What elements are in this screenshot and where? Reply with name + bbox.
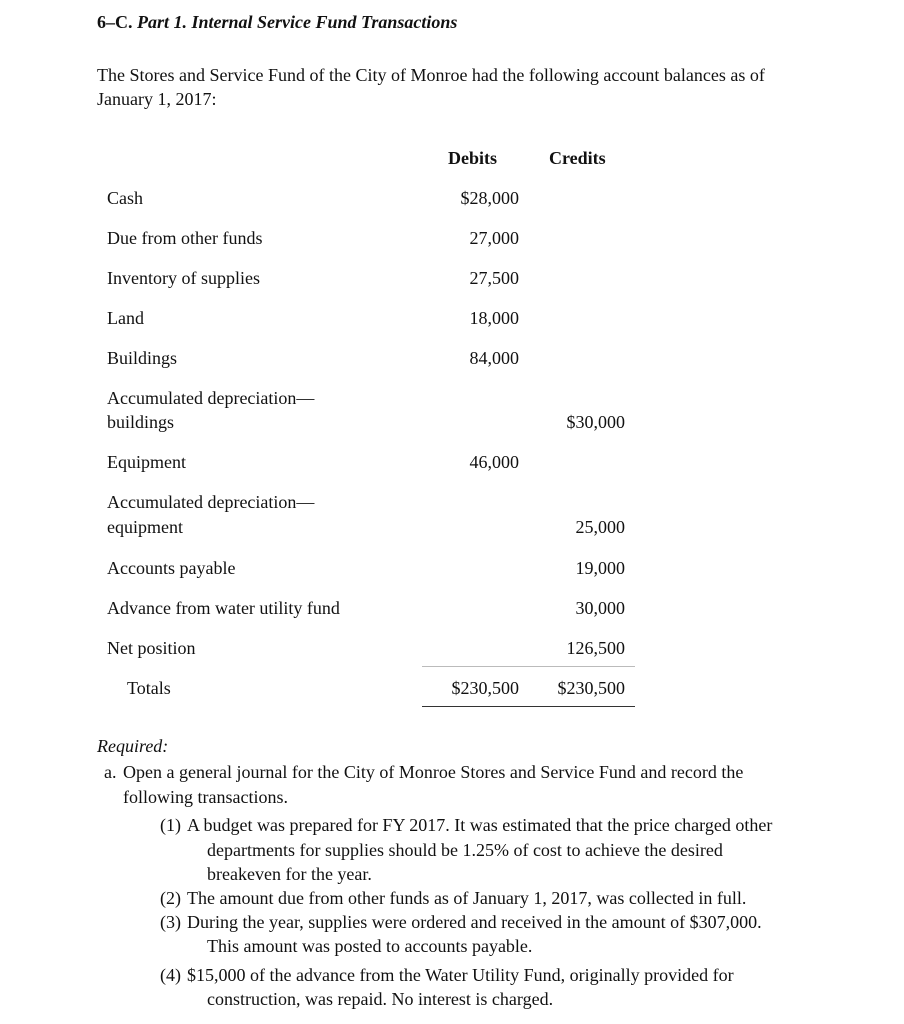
account-label: Equipment — [107, 452, 186, 472]
totals-debit: $230,500 — [451, 678, 519, 698]
transaction-line: departments for supplies should be 1.25% of cost to achieve the desired — [207, 840, 723, 860]
transaction-line: construction, was repaid. No interest is charged. — [207, 989, 554, 1009]
account-label: Advance from water utility fund — [107, 598, 340, 618]
item-a-line: Open a general journal for the City of Monroe Stores and Service Fund and record the — [123, 762, 744, 782]
transaction-line: During the year, supplies were ordered and received in the amount of $307,000. — [187, 912, 762, 932]
account-label: Buildings — [107, 348, 178, 368]
account-label: Accumulated depreciation— — [107, 388, 315, 408]
transaction-line: $15,000 of the advance from the Water Utility Fund, originally provided for — [187, 965, 734, 985]
debit-amount: $28,000 — [460, 188, 519, 208]
intro-line: January 1, 2017: — [97, 89, 217, 109]
account-label: Accumulated depreciation— — [107, 492, 315, 512]
transaction-line: breakeven for the year. — [207, 864, 372, 884]
credit-amount: $30,000 — [566, 412, 625, 432]
credits-header: Credits — [549, 148, 606, 168]
credit-amount: 19,000 — [575, 558, 625, 578]
transaction-line: A budget was prepared for FY 2017. It was estimated that the price charged other — [187, 815, 773, 835]
item-a-marker: a. — [104, 762, 117, 782]
transaction-marker: (3) — [160, 912, 181, 932]
totals-label: Totals — [127, 678, 171, 698]
transaction-line: This amount was posted to accounts payable. — [207, 936, 533, 956]
transaction-marker: (2) — [160, 888, 181, 908]
credit-amount: 126,500 — [566, 638, 625, 658]
transaction-marker: (4) — [160, 965, 181, 985]
problem-title — [97, 11, 457, 33]
debit-amount: 27,500 — [469, 268, 519, 288]
debits-header: Debits — [448, 148, 497, 168]
intro-line: The Stores and Service Fund of the City of Monroe had the following account balances as of — [97, 65, 765, 85]
problem-title-text: Part 1. Internal Service Fund Transactions — [137, 12, 458, 32]
account-label: buildings — [107, 412, 175, 432]
problem-number: 6–C. — [97, 12, 133, 32]
transaction-marker: (1) — [160, 815, 181, 835]
account-label: Cash — [107, 188, 143, 208]
totals-credit: $230,500 — [557, 678, 625, 698]
account-label: Land — [107, 308, 144, 328]
account-label: Accounts payable — [107, 558, 236, 578]
credit-amount: 30,000 — [575, 598, 625, 618]
account-label: Net position — [107, 638, 196, 658]
account-label: Inventory of supplies — [107, 268, 260, 288]
transaction-line: The amount due from other funds as of January 1, 2017, was collected in full. — [187, 888, 747, 908]
debit-amount: 84,000 — [469, 348, 519, 368]
credit-amount: 25,000 — [575, 517, 625, 537]
subtotal-rule — [422, 666, 635, 667]
debit-amount: 18,000 — [469, 308, 519, 328]
required-heading: Required: — [97, 736, 169, 756]
debit-amount: 46,000 — [469, 452, 519, 472]
account-label: Due from other funds — [107, 228, 263, 248]
account-label: equipment — [107, 517, 183, 537]
item-a-line: following transactions. — [123, 787, 288, 807]
totals-rule — [422, 706, 635, 707]
debit-amount: 27,000 — [469, 228, 519, 248]
